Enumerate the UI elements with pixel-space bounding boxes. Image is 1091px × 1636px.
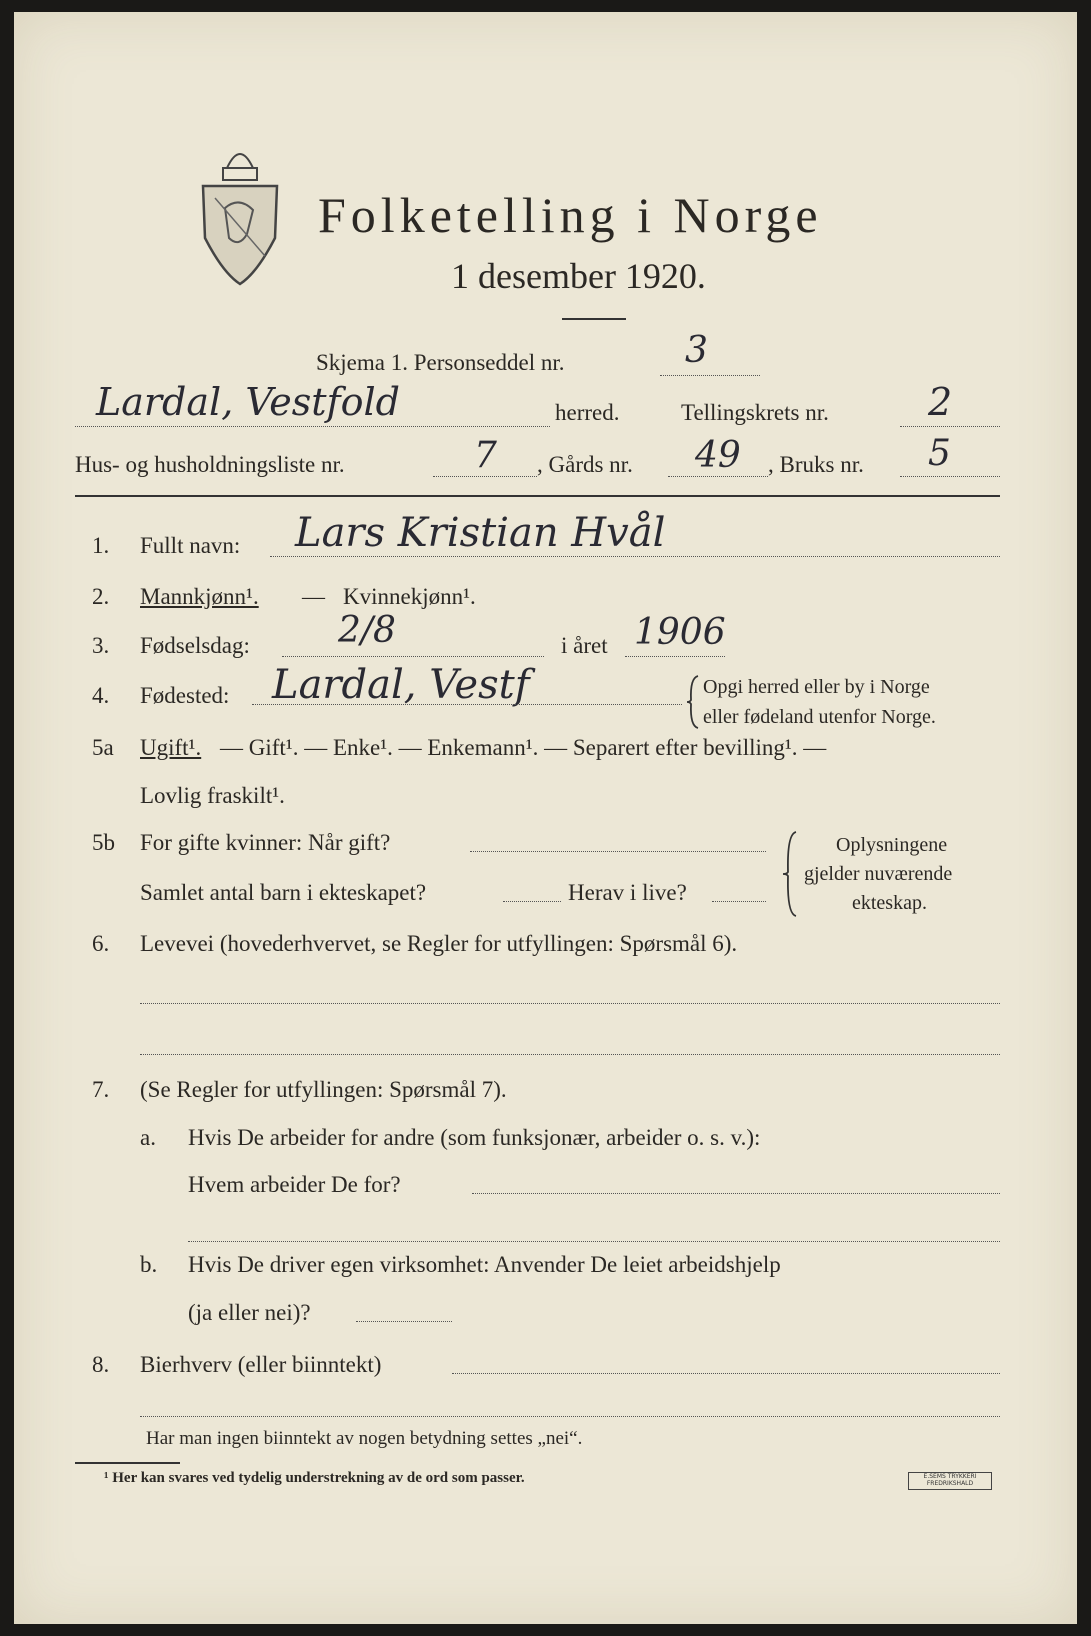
q5b-line3 — [712, 901, 766, 902]
full-name-value: Lars Kristian Hvål — [295, 510, 666, 556]
q3-number: 3. — [92, 633, 110, 658]
herred-value: Lardal, Vestfold — [96, 380, 400, 424]
q7a-letter: a. — [140, 1125, 156, 1150]
q2-female-option: Kvinnekjønn¹. — [343, 584, 476, 609]
q7-label: (Se Regler for utfyllingen: Spørsmål 7). — [140, 1077, 507, 1102]
q7-number: 7. — [92, 1077, 110, 1102]
census-form-sheet — [14, 12, 1077, 1624]
q5a-number: 5a — [92, 735, 114, 760]
q1-label: Fullt navn: — [140, 533, 241, 558]
skjema-label: Skjema 1. Personseddel nr. — [316, 350, 565, 375]
q2-male-option: Mannkjønn¹. — [140, 584, 259, 609]
bruks-line — [900, 476, 1000, 477]
q5b-line2 — [503, 901, 561, 902]
q3-line — [282, 656, 544, 657]
q6-label: Levevei (hovederhvervet, se Regler for utfyllingen: Spørsmål 6). — [140, 931, 738, 956]
q5b-line1 — [470, 851, 766, 852]
q5b-number: 5b — [92, 830, 115, 855]
husliste-nr-value: 7 — [474, 435, 497, 476]
q4-number: 4. — [92, 683, 110, 708]
q4-label: Fødested: — [140, 683, 230, 708]
bruks-label: , Bruks nr. — [768, 452, 864, 477]
q5b-label2: Samlet antal barn i ekteskapet? — [140, 880, 427, 905]
census-date: 1 desember 1920. — [451, 256, 706, 296]
coat-of-arms-icon — [195, 138, 285, 288]
q7a-line1 — [472, 1193, 1000, 1194]
q3-year-label: i året — [561, 633, 608, 658]
tellingskrets-nr-value: 2 — [928, 380, 953, 424]
gards-nr-value: 49 — [695, 435, 741, 476]
q3-year-line — [625, 656, 725, 657]
q8-number: 8. — [92, 1352, 110, 1377]
herred-line — [75, 426, 550, 427]
q7a-label: Hvis De arbeider for andre (som funksjonær, arbeider o. s. v.): — [188, 1125, 761, 1150]
q8-line2 — [140, 1416, 1000, 1417]
q5b-label1: For gifte kvinner: Når gift? — [140, 830, 391, 855]
gards-line — [668, 476, 768, 477]
q1-line — [270, 556, 1000, 557]
q8-line1 — [452, 1373, 1000, 1374]
q5b-note-line2: gjelder nuværende — [804, 863, 953, 885]
q4-brace-icon — [686, 674, 700, 730]
biinntekt-note: Har man ingen biinntekt av nogen betydning settes „nei“. — [146, 1428, 583, 1449]
q7b-letter: b. — [140, 1252, 158, 1277]
q5a-line2: Lovlig fraskilt¹. — [140, 783, 285, 808]
q5b-label3: Herav i live? — [568, 880, 687, 905]
q4-note-line2: eller fødeland utenfor Norge. — [703, 706, 936, 728]
birthplace-value: Lardal, Vestf — [272, 662, 530, 708]
q5b-note-line3: ekteskap. — [852, 892, 927, 914]
printer-stamp: E.SEMS TRYKKERI FREDRIKSHALD — [908, 1472, 992, 1490]
q5b-brace-icon — [782, 830, 798, 918]
bruks-nr-value: 5 — [928, 433, 951, 474]
q5a-ugift-option: Ugift¹. — [140, 735, 202, 760]
gards-label: , Gårds nr. — [537, 452, 633, 477]
personseddel-nr-value: 3 — [685, 330, 708, 371]
q4-line — [252, 704, 682, 705]
q3-label: Fødselsdag: — [140, 633, 250, 658]
q7a-line2 — [188, 1241, 1000, 1242]
birth-year-value: 1906 — [634, 612, 726, 653]
herred-label: herred. — [555, 400, 620, 425]
q7b-label: Hvis De driver egen virksomhet: Anvender De leiet arbeidshjelp — [188, 1252, 781, 1277]
q7a-label2: Hvem arbeider De for? — [188, 1172, 401, 1197]
q4-note-line1: Opgi herred eller by i Norge — [703, 676, 930, 698]
q2-separator: — — [302, 584, 325, 609]
husliste-label: Hus- og husholdningsliste nr. — [75, 452, 345, 477]
personseddel-line — [660, 375, 760, 376]
tellingskrets-line — [900, 426, 1000, 427]
husliste-line — [433, 476, 537, 477]
q6-number: 6. — [92, 931, 110, 956]
q2-number: 2. — [92, 584, 110, 609]
q7b-line — [356, 1321, 452, 1322]
birthdate-value: 2/8 — [338, 610, 396, 651]
form-title: Folketelling i Norge — [318, 187, 823, 243]
q6-line2 — [140, 1054, 1000, 1055]
tellingskrets-label: Tellingskrets nr. — [681, 400, 829, 425]
header-rule — [75, 495, 1000, 497]
q8-label: Bierhverv (eller biinntekt) — [140, 1352, 382, 1377]
q7b-label2: (ja eller nei)? — [188, 1300, 311, 1325]
q5a-other-options: — Gift¹. — Enke¹. — Enkemann¹. — Separert efter bevilling¹. — — [220, 735, 827, 760]
q5b-note-line1: Oplysningene — [836, 834, 948, 856]
footnote: ¹ Her kan svares ved tydelig understrekning av de ord som passer. — [104, 1470, 525, 1486]
q6-line1 — [140, 1003, 1000, 1004]
footnote-rule — [75, 1462, 180, 1464]
q1-number: 1. — [92, 533, 110, 558]
title-divider — [562, 318, 626, 320]
